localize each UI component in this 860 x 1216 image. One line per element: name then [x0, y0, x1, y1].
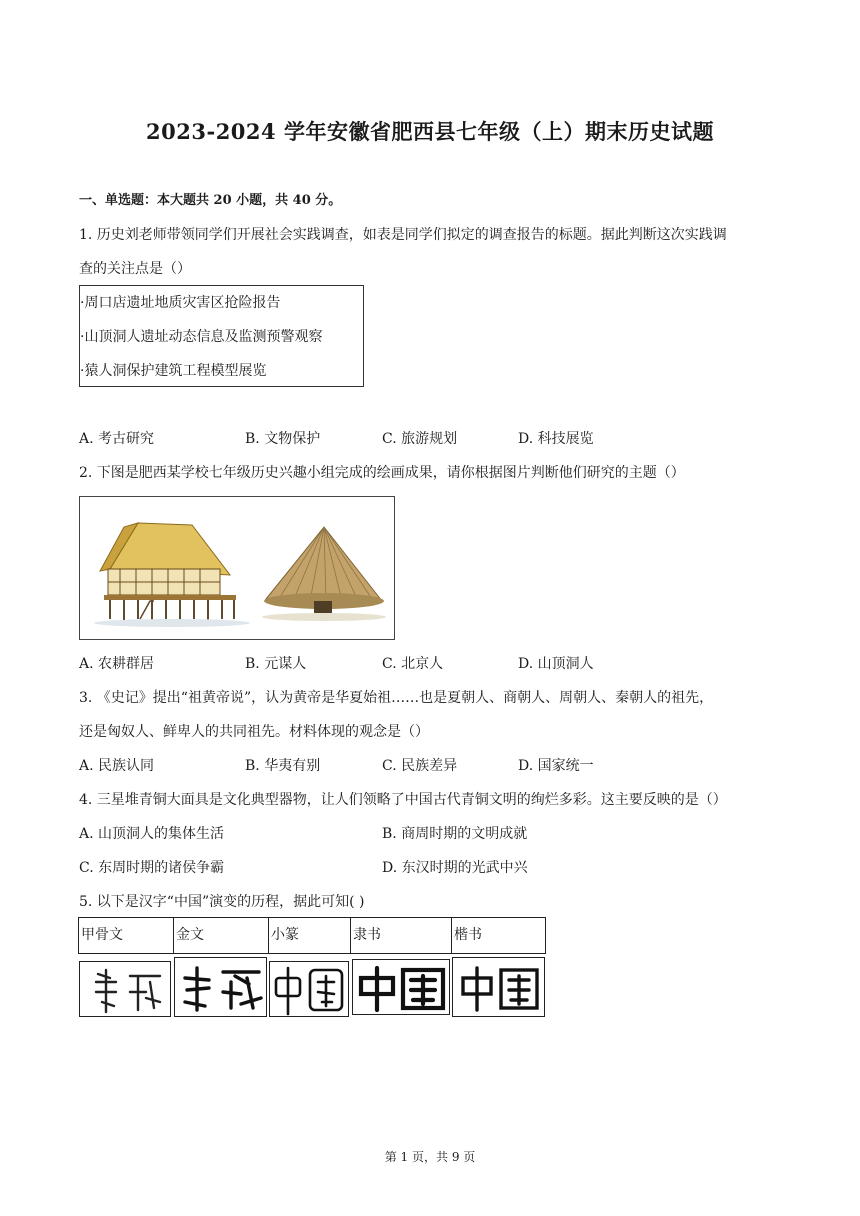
q2-option-b[interactable]: B. 元谋人 [245, 656, 307, 672]
q1-report-titles-box [79, 285, 364, 387]
q3-text-line-2: 还是匈奴人、鲜卑人的共同祖先。材料体现的观念是（） [79, 724, 429, 740]
dwellings-illustration [80, 497, 395, 640]
q3-option-c[interactable]: C. 民族差异 [382, 758, 458, 774]
page-footer: 第 1 页，共 9 页 [384, 1150, 476, 1164]
small-seal-zhongguo-icon [270, 962, 349, 1017]
small-seal-glyph-image [269, 961, 349, 1017]
clerical-script-glyph-image [352, 959, 450, 1015]
page-title: 2023-2024 学年安徽省肥西县七年级（上）期末历史试题 [146, 119, 714, 144]
q4-option-a[interactable]: A. 山顶洞人的集体生活 [79, 826, 225, 842]
q2-text-line-1: 2. 下图是肥西某学校七年级历史兴趣小组完成的绘画成果，请你根据图片判断他们研究的主题（） [79, 465, 685, 481]
q4-text-line-1: 4. 三星堆青铜大面具是文化典型器物，让人们领略了中国古代青铜文明的绚烂多彩。这主要反映的是（） [79, 792, 727, 808]
q3-option-d[interactable]: D. 国家统一 [518, 758, 594, 774]
section-heading: 一、单选题：本大题共 20 小题，共 40 分。 [79, 193, 342, 208]
q1-option-d[interactable]: D. 科技展览 [518, 431, 594, 447]
q2-option-d[interactable]: D. 山顶洞人 [518, 656, 594, 672]
bronze-zhongguo-icon [175, 958, 267, 1017]
q3-text-line-1: 3. 《史记》提出“祖黄帝说”，认为黄帝是华夏始祖……也是夏朝人、商朝人、周朝人、秦朝人的祖先， [79, 690, 714, 706]
q3-option-b[interactable]: B. 华夷有别 [245, 758, 321, 774]
clerical-zhongguo-icon [353, 960, 450, 1015]
q2-option-a[interactable]: A. 农耕群居 [79, 656, 155, 672]
dwellings-drawing [79, 496, 395, 640]
script-evolution-table [78, 917, 546, 1021]
oracle-bone-glyph-image [79, 961, 171, 1017]
table-header-cell: 金文 [173, 917, 268, 954]
report-title: ·周口店遗址地质灾害区抢险报告 [80, 295, 281, 311]
round-hut-icon [262, 527, 386, 621]
oracle-bone-zhongguo-icon [80, 962, 171, 1017]
q1-option-c[interactable]: C. 旅游规划 [382, 431, 458, 447]
q4-option-c[interactable]: C. 东周时期的诸侯争霸 [79, 860, 225, 876]
table-header-cell: 隶书 [350, 917, 451, 954]
q1-option-a[interactable]: A. 考古研究 [79, 431, 155, 447]
q5-text-line-1: 5. 以下是汉字“中国”演变的历程，据此可知( ) [79, 894, 365, 910]
table-header-cell: 小篆 [268, 917, 350, 954]
report-title: ·猿人洞保护建筑工程模型展览 [80, 363, 267, 379]
table-header-cell: 楷书 [451, 917, 546, 954]
regular-zhongguo-icon [453, 958, 545, 1017]
q3-option-a[interactable]: A. 民族认同 [79, 758, 155, 774]
table-header-cell: 甲骨文 [78, 917, 173, 954]
q1-text-line-2: 查的关注点是（） [79, 261, 191, 277]
q4-option-d[interactable]: D. 东汉时期的光武中兴 [382, 860, 528, 876]
q1-text-line-1: 1. 历史刘老师带领同学们开展社会实践调查，如表是同学们拟定的调查报告的标题。据此判断这次实践调 [79, 227, 727, 243]
regular-script-glyph-image [452, 957, 545, 1017]
stilt-house-icon [94, 523, 250, 627]
q4-option-b[interactable]: B. 商周时期的文明成就 [382, 826, 528, 842]
report-title: ·山顶洞人遗址动态信息及监测预警观察 [80, 329, 323, 345]
q1-option-b[interactable]: B. 文物保护 [245, 431, 321, 447]
q2-option-c[interactable]: C. 北京人 [382, 656, 444, 672]
bronze-script-glyph-image [174, 957, 267, 1017]
